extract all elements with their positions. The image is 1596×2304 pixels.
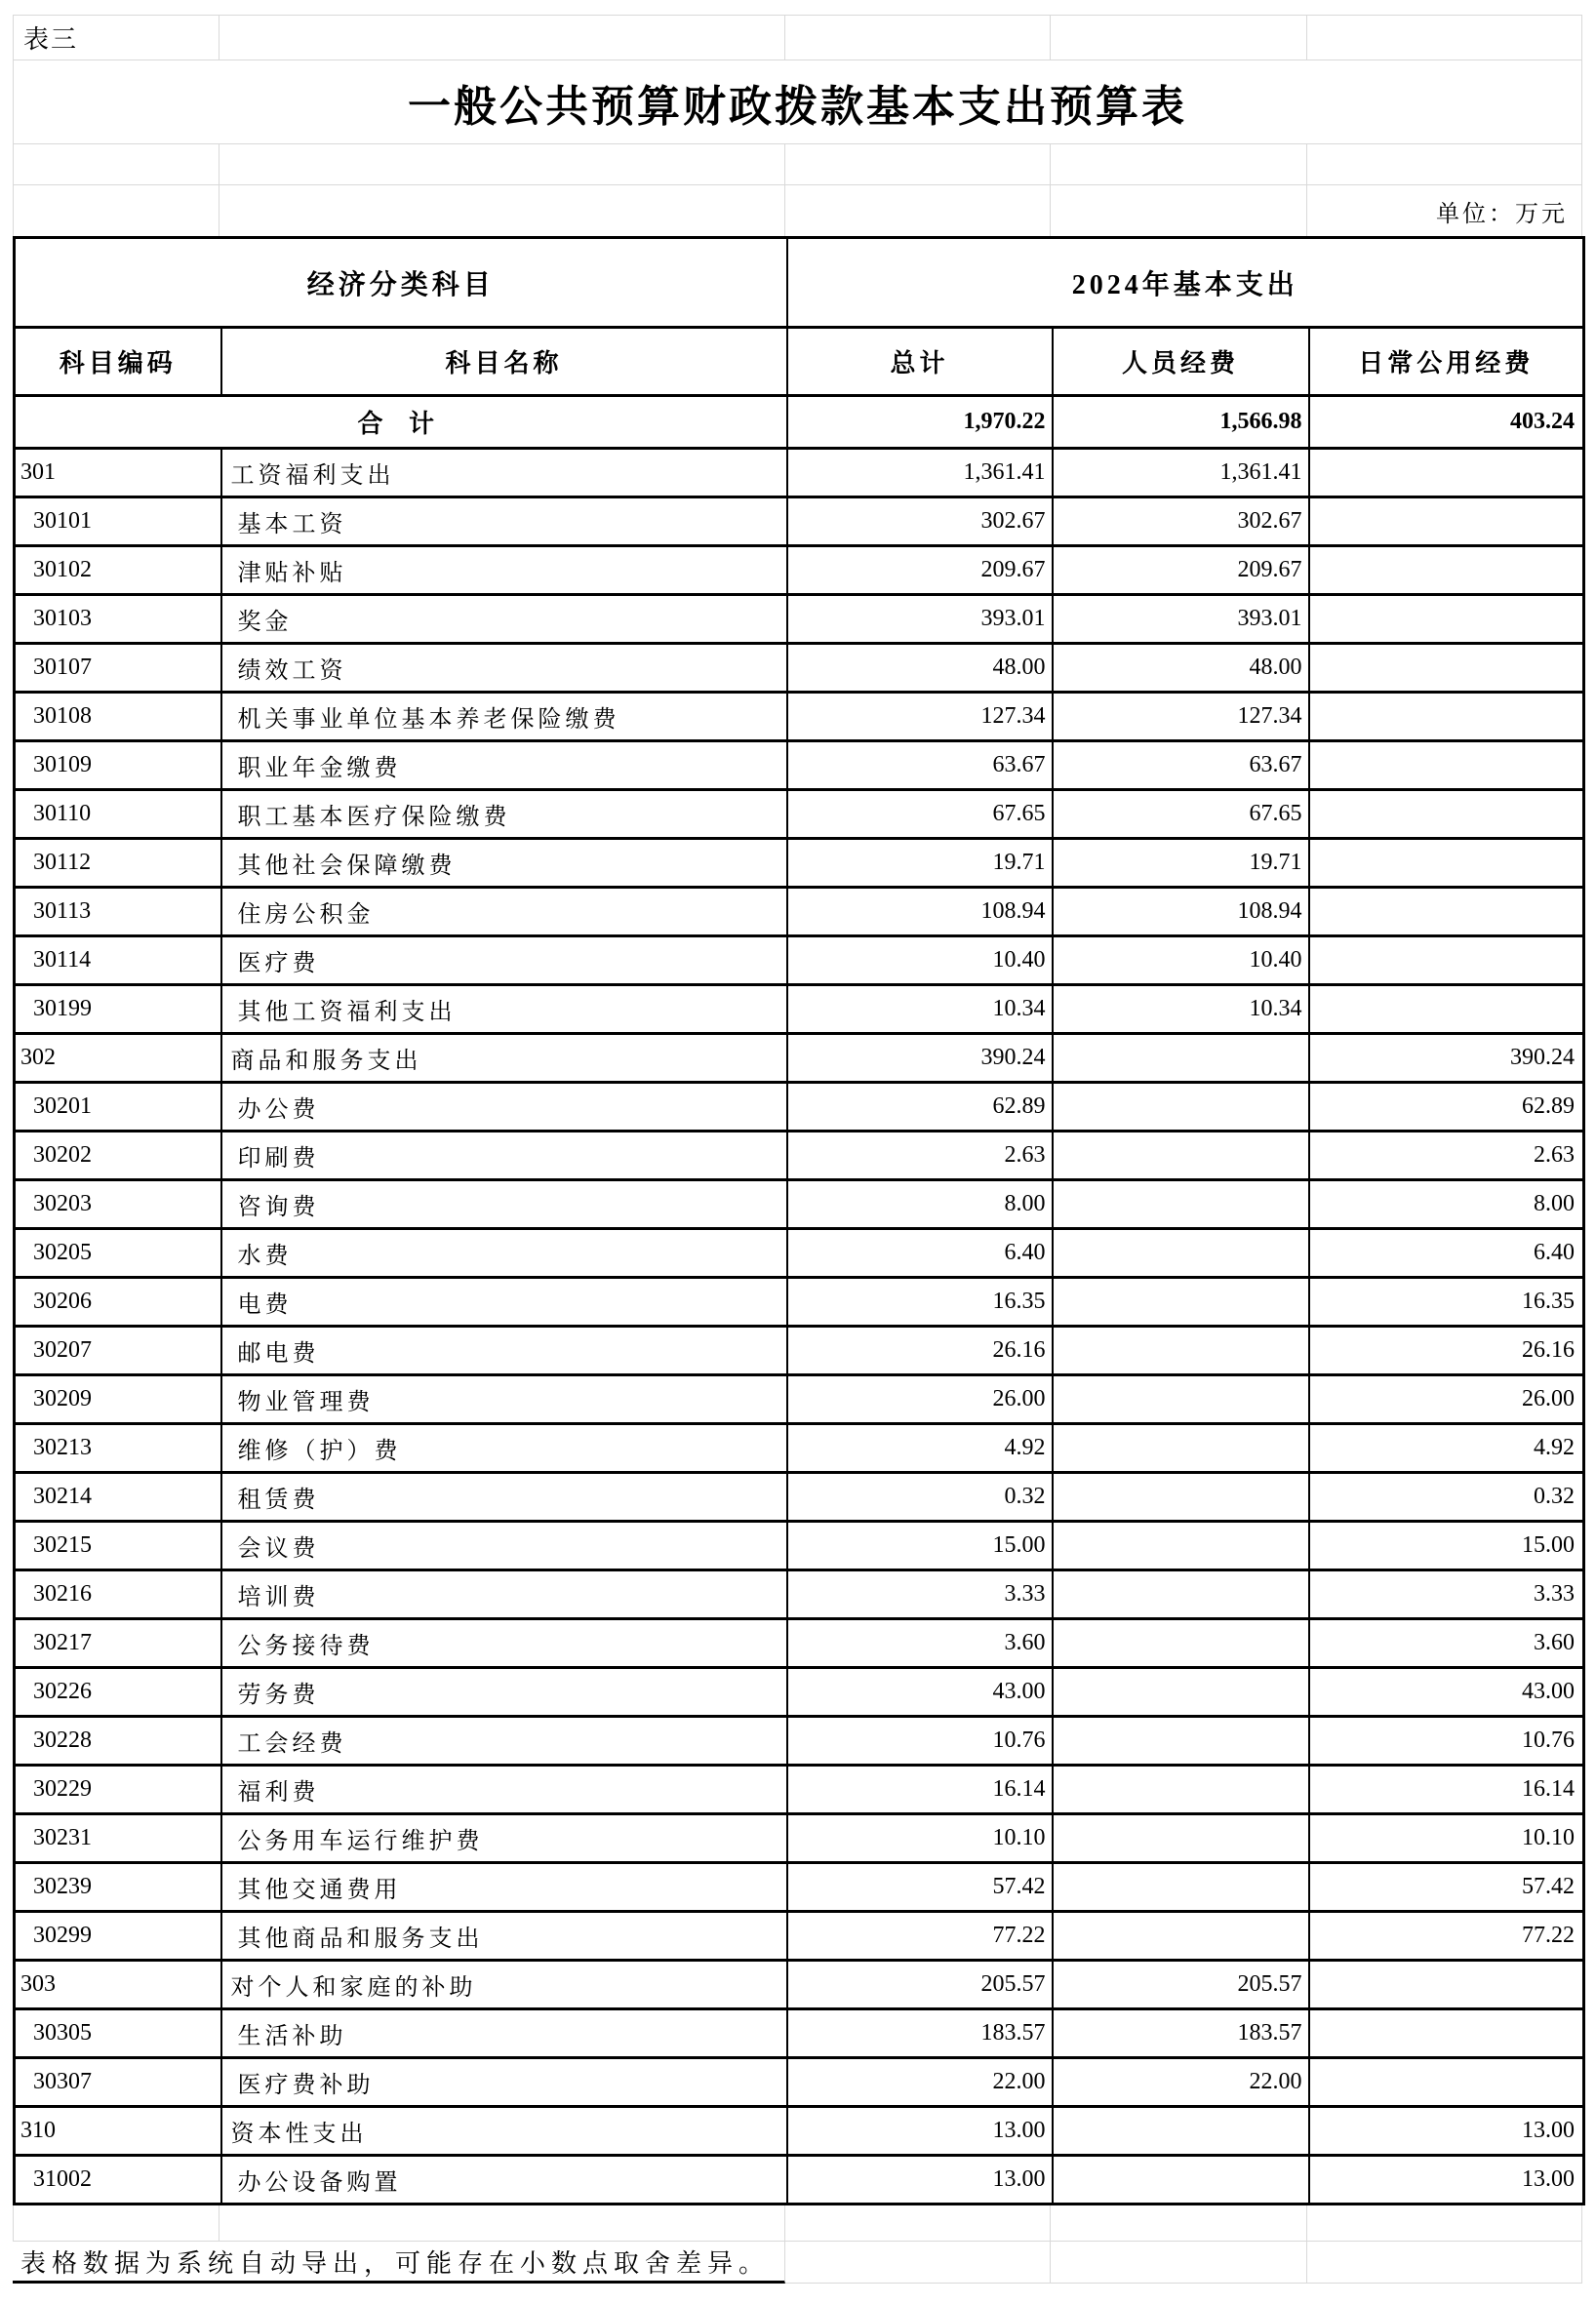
cell-subject-code: 30231 xyxy=(15,1814,221,1863)
empty-grid-cell xyxy=(219,2205,785,2241)
cell-subject-code: 30239 xyxy=(15,1863,221,1912)
cell-subject-name: 印刷费 xyxy=(221,1132,787,1180)
cell-personnel: 393.01 xyxy=(1053,595,1309,644)
cell-daily: 6.40 xyxy=(1309,1229,1584,1278)
cell-subject-code: 30226 xyxy=(15,1668,221,1717)
cell-total: 63.67 xyxy=(787,741,1053,790)
table-row xyxy=(15,839,1584,888)
empty-grid-cell xyxy=(13,144,219,184)
cell-subject-code: 30102 xyxy=(15,546,221,595)
cell-daily: 3.33 xyxy=(1309,1570,1584,1619)
cell-daily xyxy=(1309,888,1584,936)
cell-subject-name: 机关事业单位基本养老保险缴费 xyxy=(221,693,787,741)
cell-subject-name: 公务用车运行维护费 xyxy=(221,1814,787,1863)
tag-row xyxy=(13,15,1582,60)
cell-subject-code: 303 xyxy=(15,1961,221,2009)
table-row xyxy=(15,1766,1584,1814)
cell-daily: 26.00 xyxy=(1309,1375,1584,1424)
empty-grid-cell xyxy=(219,16,785,60)
table-row xyxy=(15,693,1584,741)
cell-total: 16.35 xyxy=(787,1278,1053,1327)
cell-personnel xyxy=(1053,1424,1309,1473)
cell-subject-code: 30217 xyxy=(15,1619,221,1668)
cell-personnel: 10.34 xyxy=(1053,985,1309,1034)
cell-total: 10.10 xyxy=(787,1814,1053,1863)
cell-subject-name: 绩效工资 xyxy=(221,644,787,693)
empty-grid-cell xyxy=(1307,2242,1582,2284)
table-row xyxy=(15,1522,1584,1570)
cell-daily xyxy=(1309,985,1584,1034)
cell-subject-name: 其他商品和服务支出 xyxy=(221,1912,787,1961)
table-row xyxy=(15,1814,1584,1863)
cell-subject-code: 30201 xyxy=(15,1083,221,1132)
cell-daily: 43.00 xyxy=(1309,1668,1584,1717)
table-row xyxy=(15,1668,1584,1717)
table-row xyxy=(15,497,1584,546)
cell-personnel xyxy=(1053,1619,1309,1668)
cell-subject-name: 资本性支出 xyxy=(221,2107,787,2156)
title-row xyxy=(13,60,1582,144)
cell-subject-name: 租赁费 xyxy=(221,1473,787,1522)
cell-daily xyxy=(1309,693,1584,741)
cell-total: 10.40 xyxy=(787,936,1053,985)
table-row xyxy=(15,1912,1584,1961)
cell-daily: 0.32 xyxy=(1309,1473,1584,1522)
cell-subject-name: 福利费 xyxy=(221,1766,787,1814)
cell-total: 16.14 xyxy=(787,1766,1053,1814)
cell-daily xyxy=(1309,595,1584,644)
cell-personnel: 48.00 xyxy=(1053,644,1309,693)
cell-daily: 8.00 xyxy=(1309,1180,1584,1229)
cell-personnel xyxy=(1053,1034,1309,1083)
cell-subject-code: 31002 xyxy=(15,2156,221,2205)
empty-grid-cell xyxy=(13,2205,219,2241)
cell-subject-name: 对个人和家庭的补助 xyxy=(221,1961,787,2009)
cell-subject-name: 职工基本医疗保险缴费 xyxy=(221,790,787,839)
table-row xyxy=(15,1375,1584,1424)
cell-subject-name: 其他交通费用 xyxy=(221,1863,787,1912)
empty-grid-cell xyxy=(1307,2205,1582,2241)
cell-subject-code: 302 xyxy=(15,1034,221,1083)
col-header-daily: 日常公用经费 xyxy=(1309,328,1584,396)
unit-label: 单位：万元 xyxy=(1436,201,1568,227)
cell-personnel xyxy=(1053,2156,1309,2205)
table-row xyxy=(15,1570,1584,1619)
table-row xyxy=(15,2009,1584,2058)
cell-subject-name: 其他工资福利支出 xyxy=(221,985,787,1034)
cell-personnel xyxy=(1053,1668,1309,1717)
note-cell xyxy=(13,2242,785,2284)
table-row xyxy=(15,644,1584,693)
cell-total: 8.00 xyxy=(787,1180,1053,1229)
cell-subject-name: 工会经费 xyxy=(221,1717,787,1766)
cell-total: 6.40 xyxy=(787,1229,1053,1278)
cell-total: 13.00 xyxy=(787,2156,1053,2205)
empty-grid-cell xyxy=(1051,185,1307,236)
sheet-content xyxy=(13,15,1582,2284)
cell-subject-code: 30114 xyxy=(15,936,221,985)
cell-subject-name: 工资福利支出 xyxy=(221,449,787,497)
cell-daily: 2.63 xyxy=(1309,1132,1584,1180)
cell-personnel: 10.40 xyxy=(1053,936,1309,985)
grand-total-personnel: 1,566.98 xyxy=(1053,396,1309,449)
empty-grid-cell xyxy=(785,185,1051,236)
table-row xyxy=(15,1961,1584,2009)
cell-daily: 10.76 xyxy=(1309,1717,1584,1766)
cell-total: 48.00 xyxy=(787,644,1053,693)
cell-subject-name: 培训费 xyxy=(221,1570,787,1619)
cell-total: 209.67 xyxy=(787,546,1053,595)
cell-subject-name: 住房公积金 xyxy=(221,888,787,936)
cell-daily: 16.14 xyxy=(1309,1766,1584,1814)
cell-daily xyxy=(1309,644,1584,693)
table-tag: 表三 xyxy=(23,25,79,54)
cell-daily: 4.92 xyxy=(1309,1424,1584,1473)
cell-subject-code: 30206 xyxy=(15,1278,221,1327)
cell-subject-name: 会议费 xyxy=(221,1522,787,1570)
cell-total: 3.33 xyxy=(787,1570,1053,1619)
column-header-row xyxy=(15,328,1584,396)
cell-subject-code: 30107 xyxy=(15,644,221,693)
unit-row xyxy=(13,185,1582,236)
cell-personnel xyxy=(1053,1132,1309,1180)
cell-subject-code: 30199 xyxy=(15,985,221,1034)
cell-subject-name: 津贴补贴 xyxy=(221,546,787,595)
cell-subject-name: 水费 xyxy=(221,1229,787,1278)
cell-daily xyxy=(1309,741,1584,790)
cell-personnel xyxy=(1053,1766,1309,1814)
table-row xyxy=(15,1278,1584,1327)
cell-personnel: 108.94 xyxy=(1053,888,1309,936)
cell-subject-code: 30228 xyxy=(15,1717,221,1766)
empty-grid-cell xyxy=(1307,144,1582,184)
cell-subject-name: 邮电费 xyxy=(221,1327,787,1375)
cell-subject-code: 30215 xyxy=(15,1522,221,1570)
unit-cell xyxy=(1307,185,1582,236)
cell-subject-name: 奖金 xyxy=(221,595,787,644)
cell-personnel: 127.34 xyxy=(1053,693,1309,741)
cell-personnel xyxy=(1053,1229,1309,1278)
table-row xyxy=(15,1083,1584,1132)
cell-personnel: 1,361.41 xyxy=(1053,449,1309,497)
table-row xyxy=(15,1424,1584,1473)
cell-subject-name: 其他社会保障缴费 xyxy=(221,839,787,888)
cell-total: 67.65 xyxy=(787,790,1053,839)
cell-daily: 16.35 xyxy=(1309,1278,1584,1327)
empty-grid-cell xyxy=(219,185,785,236)
empty-grid-cell xyxy=(13,185,219,236)
group-header-economic: 经济分类科目 xyxy=(15,238,787,328)
cell-subject-code: 30207 xyxy=(15,1327,221,1375)
cell-subject-code: 30202 xyxy=(15,1132,221,1180)
table-row xyxy=(15,546,1584,595)
cell-subject-code: 30305 xyxy=(15,2009,221,2058)
col-header-name: 科目名称 xyxy=(221,328,787,396)
empty-grid-cell xyxy=(785,16,1051,60)
table-row xyxy=(15,741,1584,790)
cell-daily xyxy=(1309,497,1584,546)
cell-personnel xyxy=(1053,1278,1309,1327)
cell-personnel xyxy=(1053,1912,1309,1961)
cell-total: 22.00 xyxy=(787,2058,1053,2107)
empty-grid-cell xyxy=(1051,2205,1307,2241)
empty-row xyxy=(13,144,1582,185)
cell-subject-code: 30307 xyxy=(15,2058,221,2107)
cell-subject-code: 30103 xyxy=(15,595,221,644)
table-row xyxy=(15,1034,1584,1083)
cell-total: 13.00 xyxy=(787,2107,1053,2156)
cell-daily: 390.24 xyxy=(1309,1034,1584,1083)
cell-daily xyxy=(1309,2058,1584,2107)
cell-subject-name: 医疗费补助 xyxy=(221,2058,787,2107)
table-row xyxy=(15,595,1584,644)
cell-daily: 3.60 xyxy=(1309,1619,1584,1668)
cell-daily xyxy=(1309,449,1584,497)
empty-grid-cell xyxy=(1051,16,1307,60)
col-header-total: 总计 xyxy=(787,328,1053,396)
cell-subject-code: 30112 xyxy=(15,839,221,888)
cell-subject-code: 30229 xyxy=(15,1766,221,1814)
cell-subject-code: 30214 xyxy=(15,1473,221,1522)
cell-daily xyxy=(1309,546,1584,595)
cell-personnel: 19.71 xyxy=(1053,839,1309,888)
table-row xyxy=(15,888,1584,936)
empty-grid-cell xyxy=(785,2205,1051,2241)
cell-subject-code: 30209 xyxy=(15,1375,221,1424)
cell-subject-code: 30110 xyxy=(15,790,221,839)
cell-daily: 62.89 xyxy=(1309,1083,1584,1132)
cell-personnel: 205.57 xyxy=(1053,1961,1309,2009)
cell-total: 10.76 xyxy=(787,1717,1053,1766)
cell-total: 10.34 xyxy=(787,985,1053,1034)
grand-total-row xyxy=(15,396,1584,449)
page-title: 一般公共预算财政拨款基本支出预算表 xyxy=(408,82,1187,131)
tag-cell xyxy=(13,16,219,60)
cell-subject-code: 301 xyxy=(15,449,221,497)
cell-personnel xyxy=(1053,1863,1309,1912)
cell-personnel xyxy=(1053,1570,1309,1619)
cell-subject-code: 30101 xyxy=(15,497,221,546)
group-header-row xyxy=(15,238,1584,328)
cell-total: 1,361.41 xyxy=(787,449,1053,497)
cell-personnel: 67.65 xyxy=(1053,790,1309,839)
cell-daily xyxy=(1309,839,1584,888)
cell-total: 15.00 xyxy=(787,1522,1053,1570)
cell-subject-name: 公务接待费 xyxy=(221,1619,787,1668)
grand-total-total: 1,970.22 xyxy=(787,396,1053,449)
cell-daily: 57.42 xyxy=(1309,1863,1584,1912)
table-row xyxy=(15,2058,1584,2107)
cell-daily xyxy=(1309,2009,1584,2058)
table-row xyxy=(15,936,1584,985)
cell-personnel xyxy=(1053,1522,1309,1570)
note-row xyxy=(13,2242,1582,2284)
cell-subject-name: 电费 xyxy=(221,1278,787,1327)
grand-total-label: 合 计 xyxy=(15,396,787,449)
cell-subject-code: 30108 xyxy=(15,693,221,741)
cell-personnel: 183.57 xyxy=(1053,2009,1309,2058)
cell-personnel: 209.67 xyxy=(1053,546,1309,595)
table-row xyxy=(15,1473,1584,1522)
table-row xyxy=(15,1327,1584,1375)
cell-daily: 13.00 xyxy=(1309,2107,1584,2156)
grand-total-daily: 403.24 xyxy=(1309,396,1584,449)
cell-subject-name: 物业管理费 xyxy=(221,1375,787,1424)
cell-personnel xyxy=(1053,1375,1309,1424)
empty-grid-cell xyxy=(1051,144,1307,184)
cell-total: 0.32 xyxy=(787,1473,1053,1522)
cell-personnel xyxy=(1053,2107,1309,2156)
cell-total: 205.57 xyxy=(787,1961,1053,2009)
empty-grid-cell xyxy=(1307,16,1582,60)
cell-total: 26.16 xyxy=(787,1327,1053,1375)
group-header-2024: 2024年基本支出 xyxy=(787,238,1584,328)
cell-subject-name: 医疗费 xyxy=(221,936,787,985)
footnote: 表格数据为系统自动导出，可能存在小数点取舍差异。 xyxy=(20,2248,771,2278)
cell-total: 19.71 xyxy=(787,839,1053,888)
cell-personnel xyxy=(1053,1083,1309,1132)
cell-subject-code: 30109 xyxy=(15,741,221,790)
table-row xyxy=(15,1619,1584,1668)
cell-subject-code: 30213 xyxy=(15,1424,221,1473)
cell-subject-name: 咨询费 xyxy=(221,1180,787,1229)
cell-daily xyxy=(1309,790,1584,839)
empty-grid-cell xyxy=(1051,2242,1307,2284)
cell-subject-name: 基本工资 xyxy=(221,497,787,546)
cell-subject-name: 维修（护）费 xyxy=(221,1424,787,1473)
cell-daily xyxy=(1309,1961,1584,2009)
cell-personnel xyxy=(1053,1327,1309,1375)
table-row xyxy=(15,1717,1584,1766)
cell-personnel xyxy=(1053,1473,1309,1522)
cell-total: 43.00 xyxy=(787,1668,1053,1717)
cell-subject-name: 商品和服务支出 xyxy=(221,1034,787,1083)
cell-daily: 77.22 xyxy=(1309,1912,1584,1961)
cell-subject-code: 30113 xyxy=(15,888,221,936)
cell-total: 302.67 xyxy=(787,497,1053,546)
empty-grid-cell xyxy=(785,2242,1051,2284)
cell-daily xyxy=(1309,936,1584,985)
cell-total: 57.42 xyxy=(787,1863,1053,1912)
cell-personnel xyxy=(1053,1180,1309,1229)
cell-subject-name: 职业年金缴费 xyxy=(221,741,787,790)
cell-total: 77.22 xyxy=(787,1912,1053,1961)
cell-total: 183.57 xyxy=(787,2009,1053,2058)
cell-personnel: 22.00 xyxy=(1053,2058,1309,2107)
table-row xyxy=(15,790,1584,839)
table-row xyxy=(15,1229,1584,1278)
cell-total: 127.34 xyxy=(787,693,1053,741)
cell-subject-name: 生活补助 xyxy=(221,2009,787,2058)
empty-grid-cell xyxy=(219,144,785,184)
cell-total: 62.89 xyxy=(787,1083,1053,1132)
table-row xyxy=(15,1132,1584,1180)
empty-grid-cell xyxy=(785,144,1051,184)
table-row xyxy=(15,449,1584,497)
col-header-code: 科目编码 xyxy=(15,328,221,396)
cell-subject-code: 310 xyxy=(15,2107,221,2156)
table-row xyxy=(15,985,1584,1034)
table-row xyxy=(15,2156,1584,2205)
cell-daily: 26.16 xyxy=(1309,1327,1584,1375)
cell-daily: 15.00 xyxy=(1309,1522,1584,1570)
cell-personnel: 63.67 xyxy=(1053,741,1309,790)
col-header-personnel: 人员经费 xyxy=(1053,328,1309,396)
budget-table xyxy=(13,236,1585,2205)
cell-daily: 10.10 xyxy=(1309,1814,1584,1863)
cell-total: 390.24 xyxy=(787,1034,1053,1083)
cell-daily: 13.00 xyxy=(1309,2156,1584,2205)
cell-subject-code: 30299 xyxy=(15,1912,221,1961)
table-row xyxy=(15,1180,1584,1229)
cell-total: 393.01 xyxy=(787,595,1053,644)
cell-subject-code: 30205 xyxy=(15,1229,221,1278)
cell-total: 26.00 xyxy=(787,1375,1053,1424)
cell-personnel: 302.67 xyxy=(1053,497,1309,546)
cell-subject-name: 办公费 xyxy=(221,1083,787,1132)
cell-total: 2.63 xyxy=(787,1132,1053,1180)
cell-total: 108.94 xyxy=(787,888,1053,936)
cell-personnel xyxy=(1053,1814,1309,1863)
cell-total: 4.92 xyxy=(787,1424,1053,1473)
cell-total: 3.60 xyxy=(787,1619,1053,1668)
cell-subject-code: 30216 xyxy=(15,1570,221,1619)
cell-subject-name: 办公设备购置 xyxy=(221,2156,787,2205)
table-row xyxy=(15,1863,1584,1912)
cell-personnel xyxy=(1053,1717,1309,1766)
cell-subject-name: 劳务费 xyxy=(221,1668,787,1717)
table-row xyxy=(15,2107,1584,2156)
cell-subject-code: 30203 xyxy=(15,1180,221,1229)
bottom-empty-row xyxy=(13,2205,1582,2242)
